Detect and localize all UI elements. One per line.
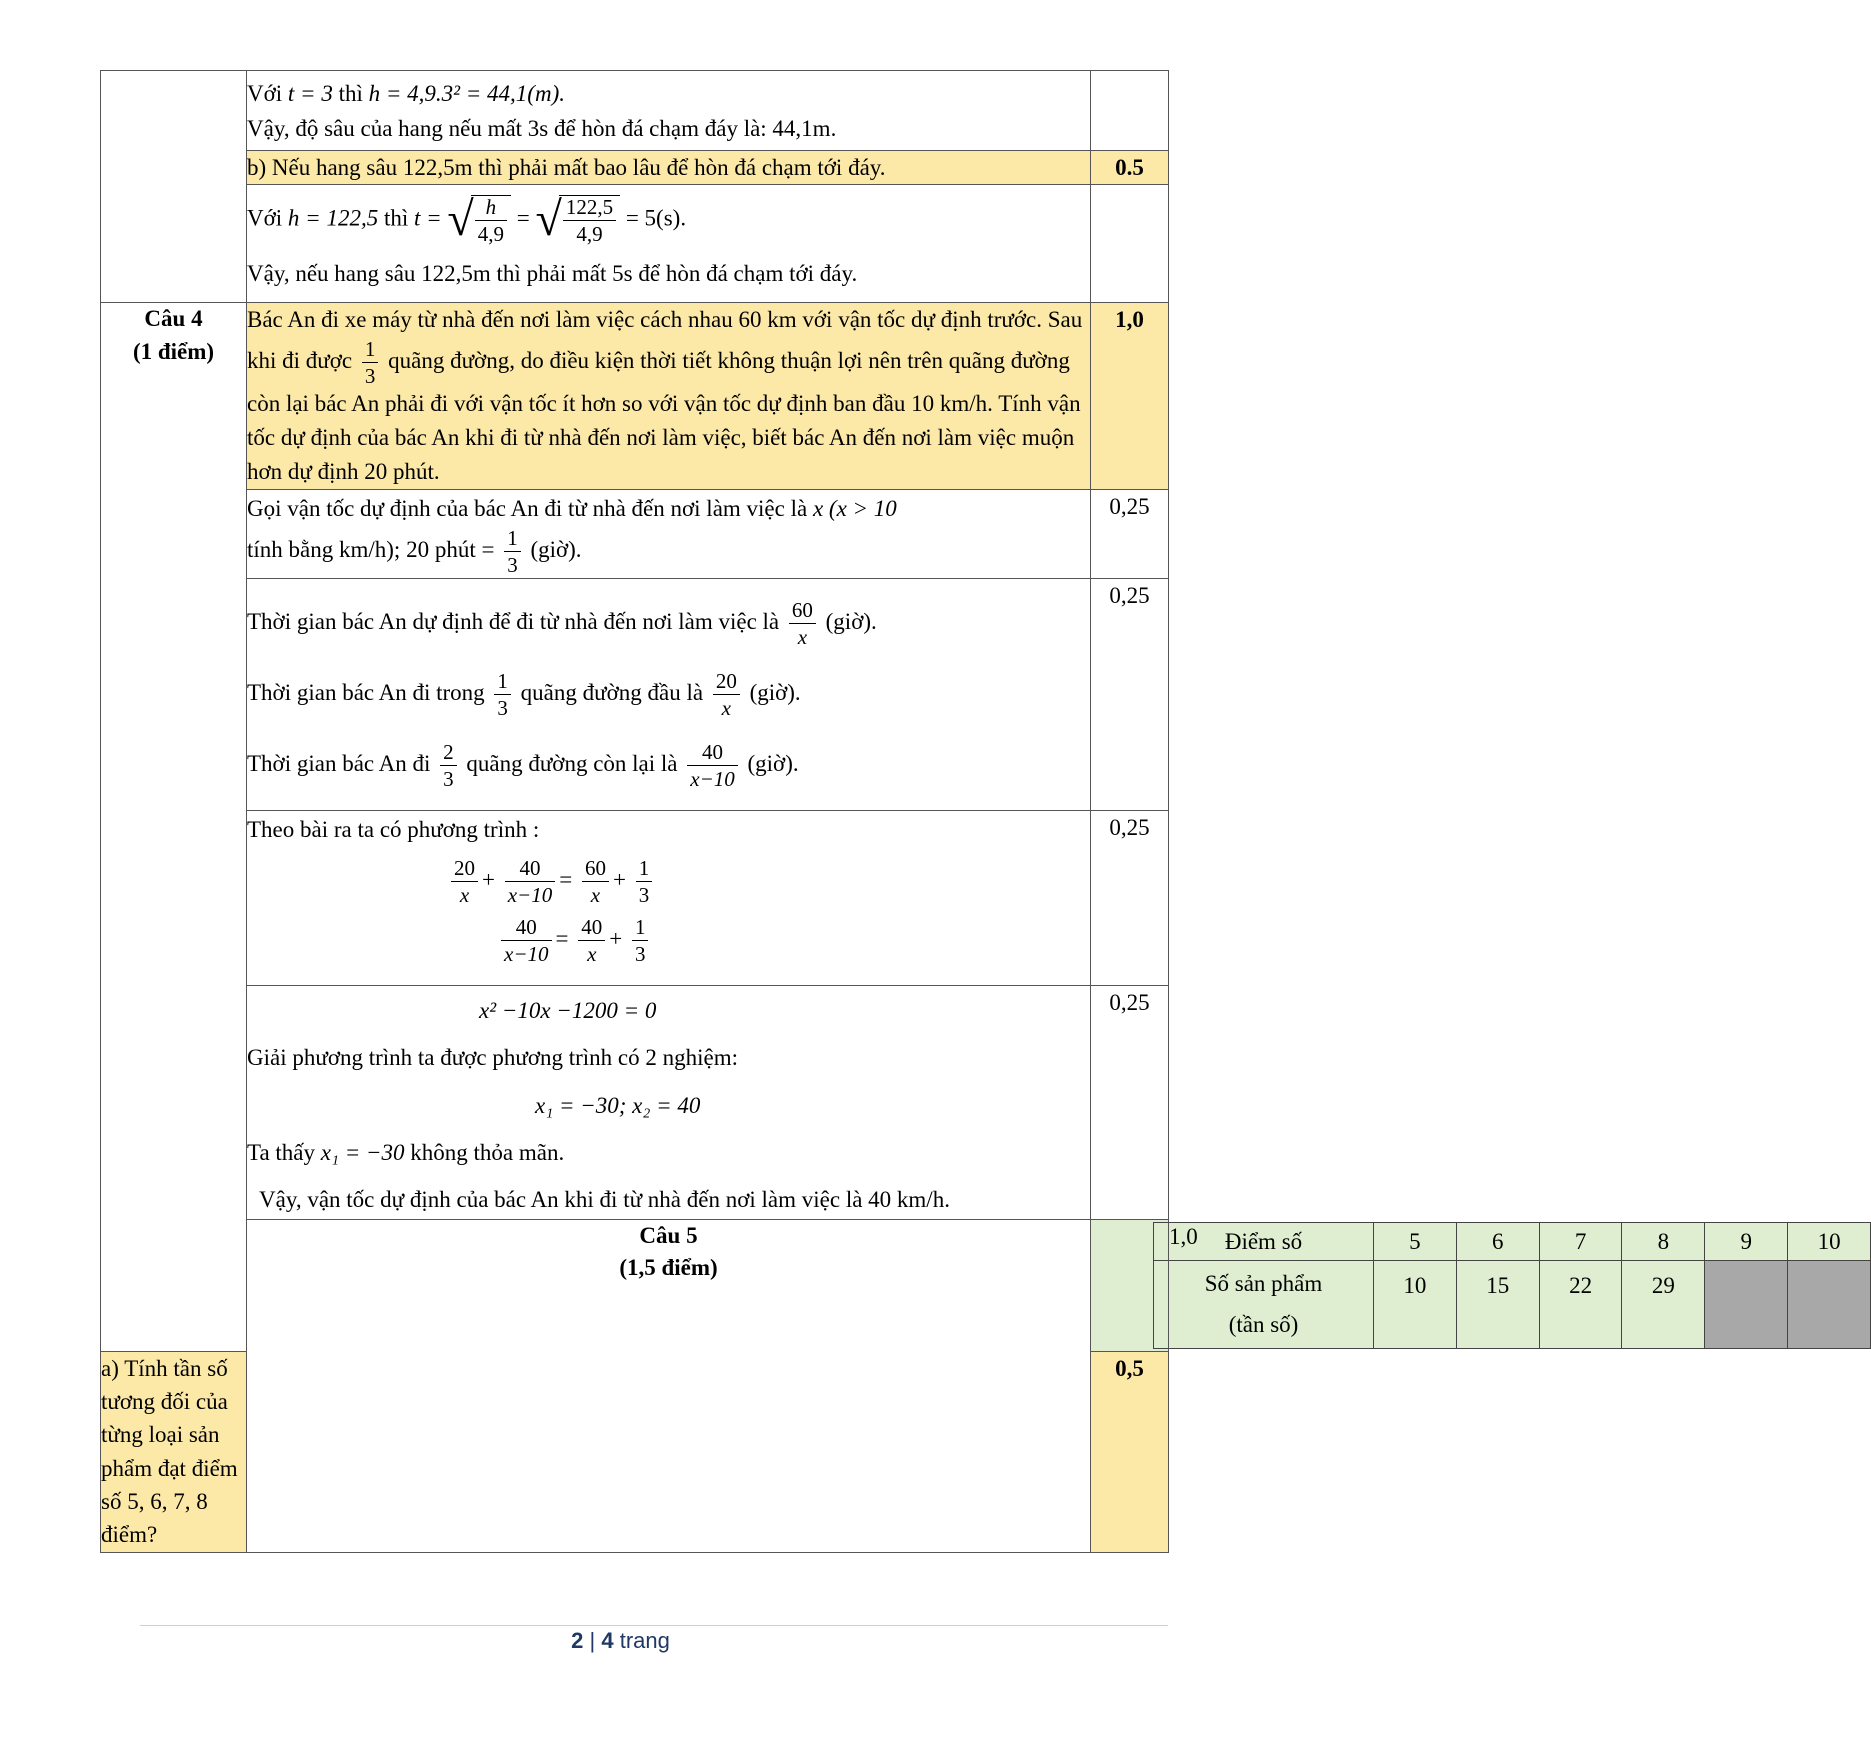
score-cell [1091, 185, 1169, 303]
frequency-value: 10 [1374, 1261, 1457, 1349]
score-cell: 1,0 [1091, 303, 1169, 489]
table-row [101, 985, 1169, 1219]
question-5a-text: a) Tính tần số tương đối của từng loại sản phẩm đạt điểm số 5, 6, 7, 8 điểm? [101, 1351, 247, 1552]
score-value: 6 [1456, 1222, 1539, 1260]
sqrt-expression: √ $\frac{h}{4,9}$ [447, 195, 511, 245]
score-value: 10 [1788, 1222, 1871, 1260]
frequency-table [1153, 1222, 1871, 1349]
score-cell: 0.5 [1091, 150, 1169, 184]
frequency-value: 29 [1622, 1261, 1705, 1349]
table-row [1154, 1261, 1871, 1349]
question-4-label: Câu 4 (1 điểm) [101, 303, 247, 1351]
score-cell: 0,5 [1091, 1351, 1169, 1552]
blank-cell [1788, 1261, 1871, 1349]
score-cell: 0,25 [1091, 811, 1169, 986]
score-value: 7 [1539, 1222, 1622, 1260]
score-value: 8 [1622, 1222, 1705, 1260]
table-row [101, 185, 1169, 303]
frequency-table-cell [1091, 1219, 1841, 1351]
solution-cell: Theo bài ra ta có phương trình : $\frac{20}{x}$ + $\frac{40}{x-10}$ = $\frac{60}{x}$ + $\frac{1}{3}$ $\frac{40}{x-10}$ = $\frac{40}{x}$ + $\frac{1}{3}$ [247, 811, 1091, 986]
table-row [101, 71, 1169, 151]
score-cell: 0,25 [1091, 579, 1169, 811]
table-row [101, 579, 1169, 811]
solution-cell: Thời gian bác An dự định để đi từ nhà đến nơi làm việc là $\frac{60}{x}$ (giờ). Thời gian bác An đi trong $\frac{1}{3}$ quãng đường đầu là $\frac{20}{x}$ (giờ). Thời gian bác An đi $\frac{2}{3}$ quãng đường còn lại là $\frac{40}{x-10}$ (giờ). [247, 579, 1091, 811]
score-cell: 0,25 [1091, 985, 1169, 1219]
question-label-cell [101, 71, 247, 303]
frequency-value: 15 [1456, 1261, 1539, 1349]
solution-cell: Với t = 3 thì h = 4,9.3² = 44,1(m). Vậy, độ sâu của hang nếu mất 3s để hòn đá chạm đáy là: 44,1m. [247, 71, 1091, 151]
question-4-problem: Bác An đi xe máy từ nhà đến nơi làm việc cách nhau 60 km với vận tốc dự định trước. Sau khi đi được $\frac{1}{3}$ quãng đường, do điều kiện thời tiết không thuận lợi nên trên quãng đường còn lại bác An phải đi với vận tốc ít hơn so với vận tốc dự định ban đầu 10 km/h. Tính vận tốc dự định của bác An khi đi từ nhà đến nơi làm việc, biết bác An đến nơi làm việc muộn hơn dự định 20 phút. [247, 303, 1091, 489]
table-row [101, 811, 1169, 986]
score-cell: 0,25 [1091, 489, 1169, 578]
question-3b-text: b) Nếu hang sâu 122,5m thì phải mất bao lâu để hòn đá chạm tới đáy. [247, 150, 1091, 184]
score-cell [1091, 71, 1169, 151]
table-row [101, 303, 1169, 489]
solution-cell: Với h = 122,5 thì t = √ $\frac{h}{4,9}$ = √ $\frac{122,5}{4,9}$ = 5(s). Vậy, nếu hang sâu 122,5m thì phải mất 5s để hòn đá chạm tới đáy. [247, 185, 1091, 303]
table-row [101, 150, 1169, 184]
blank-cell [1705, 1261, 1788, 1349]
row-label: Số sản phẩm (tần số) [1154, 1261, 1374, 1349]
header-label: Điểm số [1154, 1222, 1374, 1260]
page-footer: 2 | 4 trang [571, 1628, 670, 1653]
table-row [1154, 1222, 1871, 1260]
question-5-label: Câu 5 (1,5 điểm) [247, 1219, 1091, 1552]
solution-cell: x² −10x −1200 = 0 Giải phương trình ta được phương trình có 2 nghiệm: x₁ = −30; x₂ = 40 Ta thấy x₁ = −30 không thỏa mãn. Vậy, vận tốc dự định của bác An khi đi từ nhà đến nơi làm việc là 40 km/h. [247, 985, 1091, 1219]
solution-cell: Gọi vận tốc dự định của bác An đi từ nhà đến nơi làm việc là x (x > 10 tính bằng km/h); 20 phút = $\frac{1}{3}$ (giờ). [247, 489, 1091, 578]
table-row [101, 489, 1169, 578]
footer-divider [140, 1625, 1168, 1626]
score-value: 9 [1705, 1222, 1788, 1260]
table-row [101, 1219, 1169, 1351]
score-value: 5 [1374, 1222, 1457, 1260]
sqrt-expression: √ $\frac{122,5}{4,9}$ [535, 195, 620, 245]
answer-key-table [100, 70, 1841, 1553]
frequency-value: 22 [1539, 1261, 1622, 1349]
